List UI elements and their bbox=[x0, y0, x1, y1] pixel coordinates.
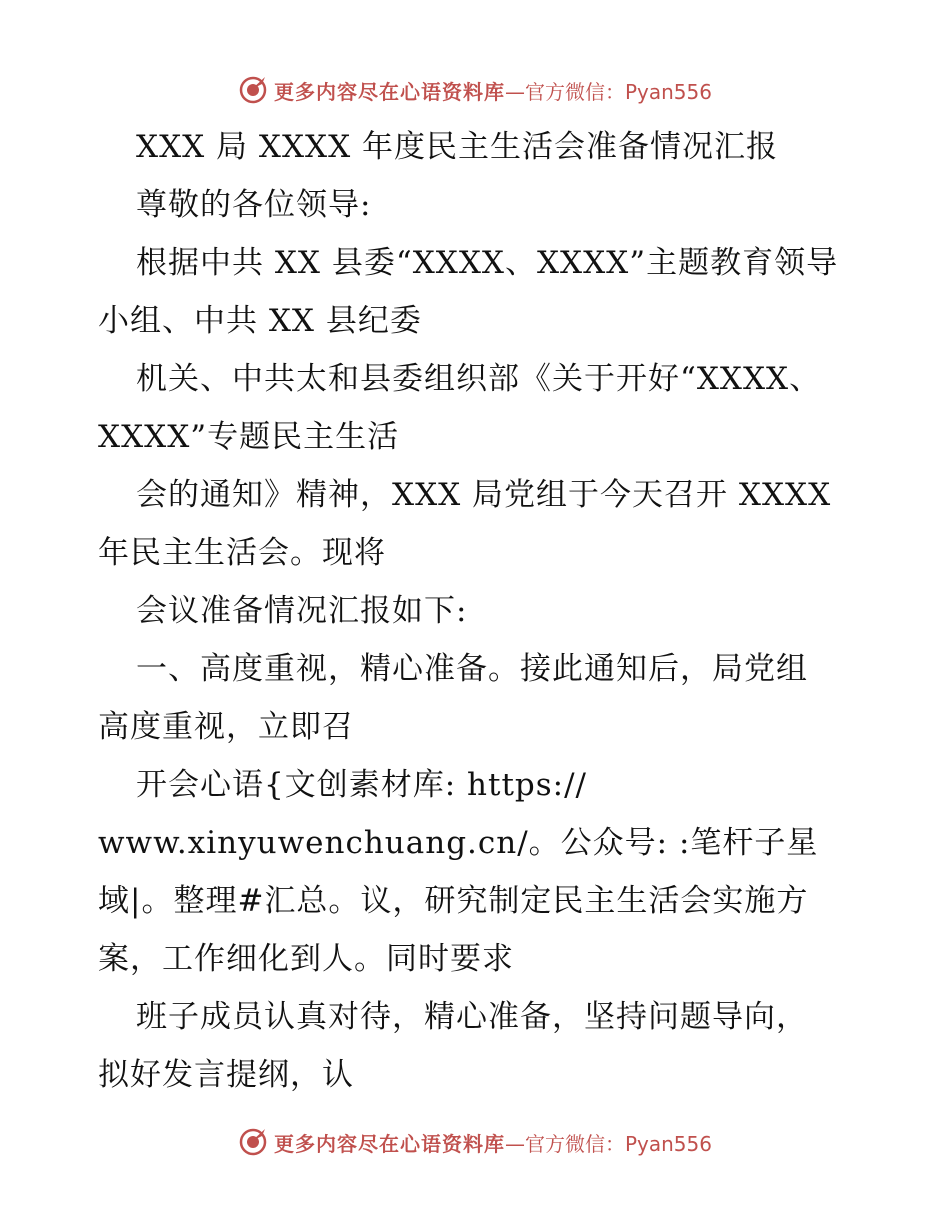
footer-watermark bbox=[0, 1122, 950, 1162]
paragraph-line: www.xinyuwenchuang.cn/。公众号: :笔杆子星 bbox=[98, 825, 819, 861]
header-watermark bbox=[0, 70, 950, 110]
paragraph-line: 域|。整理#汇总。议，研究制定民主生活会实施方 bbox=[98, 883, 809, 919]
paragraph-line: 高度重视，立即召 bbox=[98, 709, 354, 745]
paragraph-line: 小组、中共 XX 县纪委 bbox=[98, 303, 422, 339]
watermark-contact-text: —官方微信：Pyan556 bbox=[504, 79, 712, 104]
paragraph-line: 一、高度重视，精心准备。接此通知后，局党组 bbox=[136, 651, 808, 687]
paragraph-line: 机关、中共太和县委组织部《关于开好“XXXX、 bbox=[136, 361, 822, 397]
paragraph-line: 开会心语{文创素材库: https:// bbox=[136, 767, 587, 803]
paragraph-line: 会的通知》精神，XXX 局党组于今天召开 XXXX bbox=[136, 477, 832, 513]
quill-ink-logo-icon bbox=[238, 75, 268, 105]
paragraph-line: 年民主生活会。现将 bbox=[98, 535, 386, 571]
paragraph-line: 根据中共 XX 县委“XXXX、XXXX”主题教育领导 bbox=[136, 245, 839, 281]
paragraph-line: 会议准备情况汇报如下: bbox=[136, 593, 468, 629]
paragraph-line: XXXX”专题民主生活 bbox=[98, 419, 400, 455]
watermark-brand-text: 更多内容尽在心语资料库 bbox=[273, 79, 505, 104]
watermark-contact-text: —官方微信：Pyan556 bbox=[504, 1131, 712, 1156]
document-title: XXX 局 XXXX 年度民主生活会准备情况汇报 bbox=[136, 129, 779, 165]
salutation: 尊敬的各位领导: bbox=[136, 187, 372, 223]
watermark-brand-text: 更多内容尽在心语资料库 bbox=[273, 1131, 505, 1156]
paragraph-line: 班子成员认真对待，精心准备，坚持问题导向， bbox=[136, 999, 808, 1035]
document-body bbox=[98, 118, 858, 1104]
paragraph-line: 拟好发言提纲，认 bbox=[98, 1057, 354, 1093]
quill-ink-logo-icon bbox=[238, 1127, 268, 1157]
paragraph-line: 案，工作细化到人。同时要求 bbox=[98, 941, 514, 977]
